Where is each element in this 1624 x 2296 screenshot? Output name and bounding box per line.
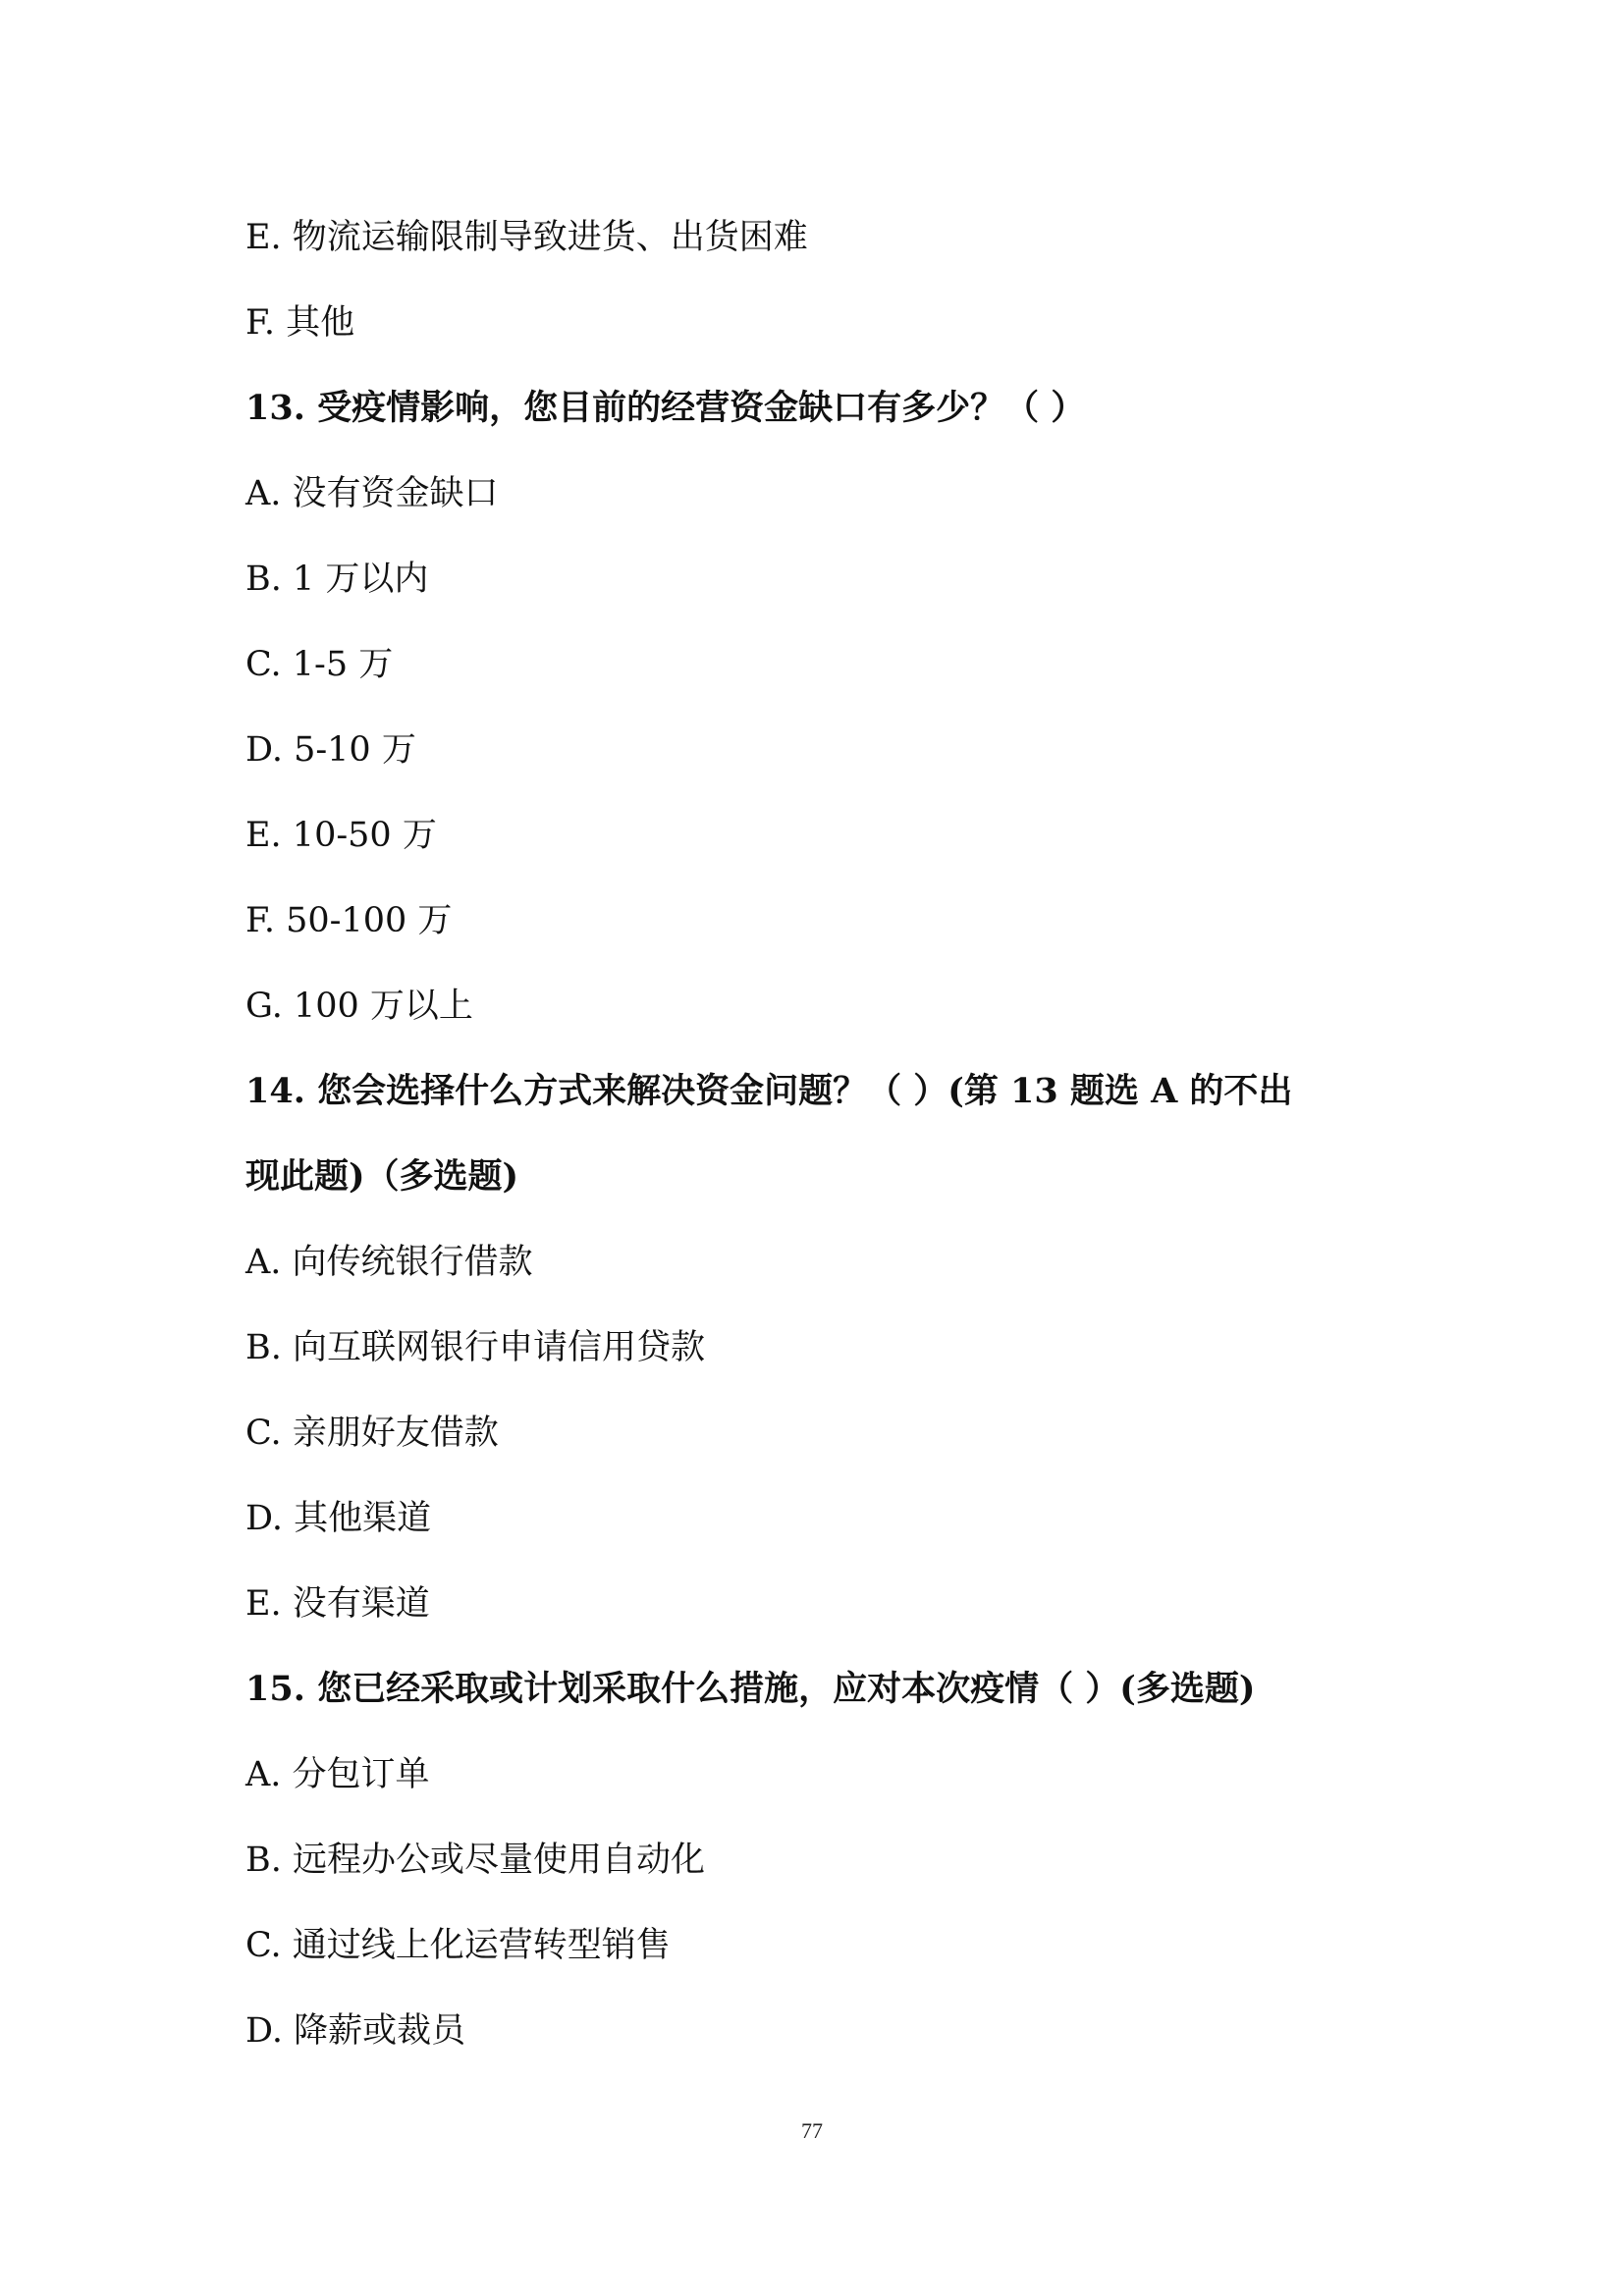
page-number: 77 [801, 2118, 823, 2143]
option-line: C. 亲朋好友借款 [245, 1414, 499, 1453]
option-line: B. 向互联网银行申请信用贷款 [245, 1328, 705, 1367]
option-line: D. 5-10 万 [245, 730, 416, 770]
option-line: F. 其他 [245, 303, 355, 343]
option-line: C. 1-5 万 [245, 645, 394, 684]
question-line: 15. 您已经采取或计划采取什么措施，应对本次疫情（ ）(多选题) [245, 1669, 1256, 1709]
option-line: D. 其他渠道 [245, 1499, 432, 1538]
option-line: E. 物流运输限制导致进货、出货困难 [245, 218, 808, 257]
question-line: 14. 您会选择什么方式来解决资金问题？（ ）(第 13 题选 A 的不出 [245, 1071, 1293, 1111]
option-line: F. 50-100 万 [245, 901, 453, 940]
option-line: D. 降薪或裁员 [245, 2011, 466, 2051]
option-line: A. 向传统银行借款 [245, 1243, 533, 1282]
option-line: E. 10-50 万 [245, 816, 437, 855]
question-line: 13. 受疫情影响，您目前的经营资金缺口有多少？（ ） [245, 388, 1086, 428]
option-line: G. 100 万以上 [245, 987, 473, 1026]
option-line: E. 没有渠道 [245, 1584, 430, 1624]
option-line: B. 远程办公或尽量使用自动化 [245, 1841, 705, 1880]
question-line-continued: 现此题)（多选题) [245, 1156, 519, 1197]
option-line: A. 分包订单 [245, 1755, 430, 1794]
option-line: B. 1 万以内 [245, 560, 429, 599]
document-body [245, 208, 1394, 2087]
option-line: C. 通过线上化运营转型销售 [245, 1926, 671, 1965]
option-line: A. 没有资金缺口 [245, 474, 499, 513]
